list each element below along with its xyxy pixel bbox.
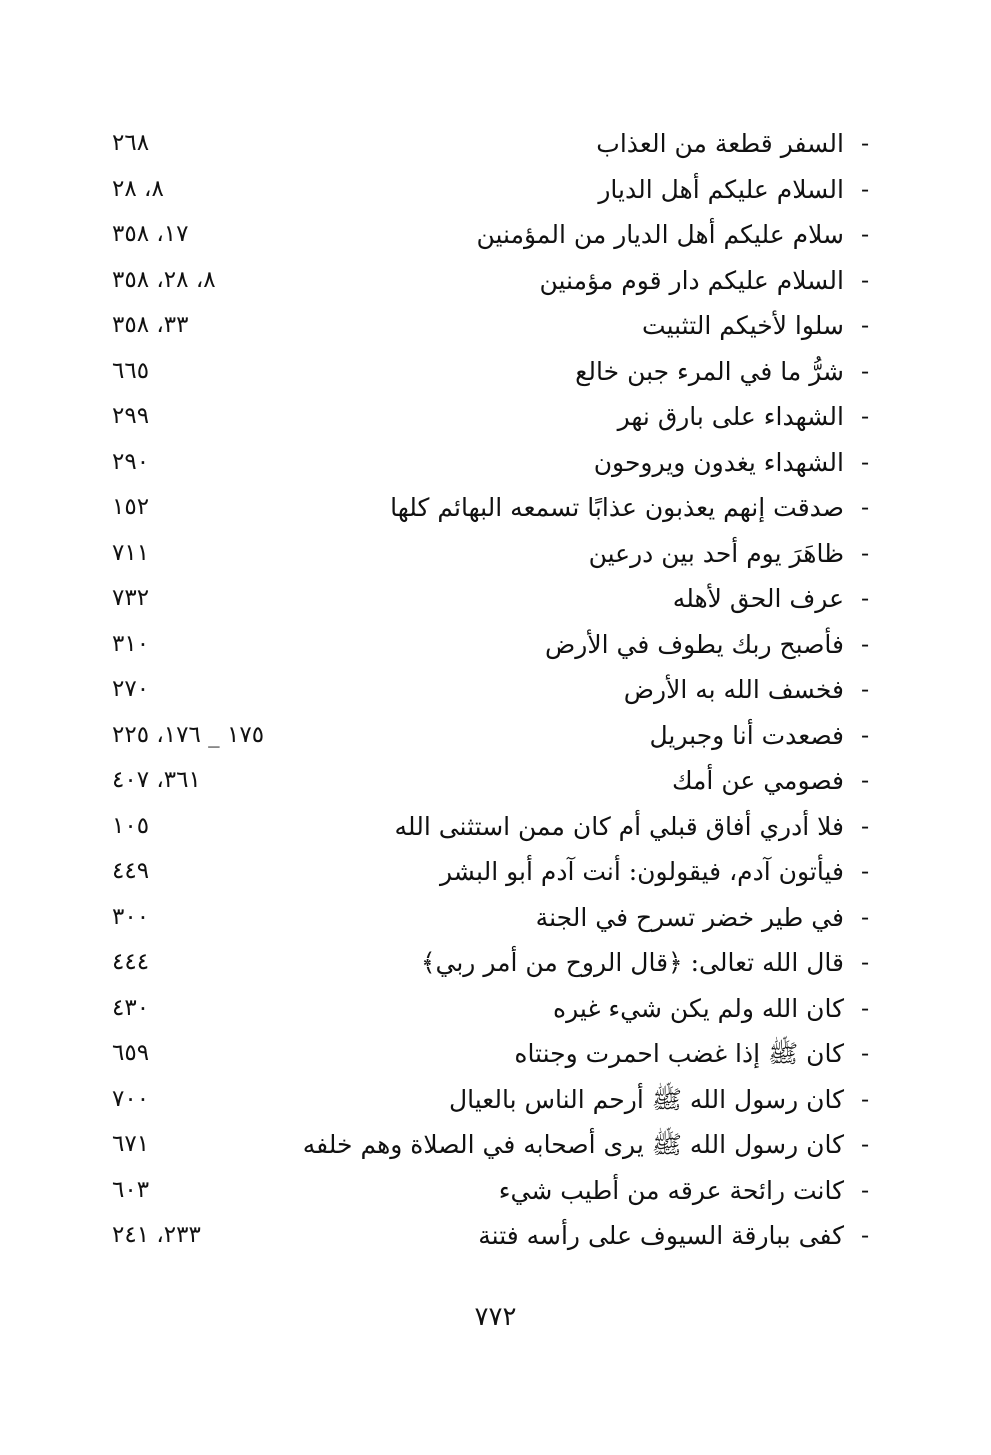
entry-pages: ٤٤٩ [112, 858, 150, 884]
index-entry [100, 258, 880, 304]
entry-text: الشهداء على بارق نهر [617, 402, 844, 431]
entry-dash: - [860, 1039, 870, 1067]
entry-dash: - [860, 493, 870, 521]
entry-dash: - [860, 356, 870, 385]
entry-pages: ٦٥٩ [112, 1040, 150, 1066]
index-entry [100, 758, 880, 804]
index-entry [100, 212, 880, 258]
index-entry [100, 622, 880, 668]
entry-text: كانت رائحة عرقه من أطيب شيء [498, 1175, 844, 1205]
entry-pages: ٧٣٢ [112, 585, 150, 611]
entry-dash: - [860, 174, 870, 203]
entry-dash: - [860, 811, 870, 840]
entry-pages: ٧١١ [112, 539, 150, 566]
entry-dash: - [860, 675, 870, 703]
entry-text: كان رسول الله ﷺ يرى أصحابه في الصلاة وهم خلفه [302, 1130, 844, 1159]
entry-text: فلا أدري أفاق قبلي أم كان ممن استثنى الله [394, 811, 844, 841]
index-entry [100, 1031, 880, 1077]
entry-pages: ٦٧١ [112, 1131, 150, 1157]
index-entry [100, 440, 880, 486]
index-entry [100, 895, 880, 941]
entry-text: فصعدت أنا وجبريل [649, 720, 844, 750]
entry-text: ظاهَرَ يوم أحد بين درعين [588, 538, 844, 568]
index-entry [100, 121, 880, 167]
entry-pages: ٨، ٢٨، ٣٥٨ [112, 266, 216, 293]
entry-text: عرف الحق لأهله [672, 584, 844, 613]
entry-dash: - [860, 447, 870, 476]
page-number: ٧٧٢ [474, 1302, 517, 1332]
hadith-index-list [100, 121, 880, 1259]
entry-dash: - [860, 402, 870, 430]
entry-pages: ١٧، ٣٥٨ [112, 221, 189, 247]
entry-text: سلام عليكم أهل الديار من المؤمنين [476, 220, 844, 249]
entry-text: في طير خضر تسرح في الجنة [535, 902, 844, 932]
entry-text: كان رسول الله ﷺ أرحم الناس بالعيال [448, 1084, 844, 1114]
index-entry [100, 394, 880, 440]
index-entry [100, 986, 880, 1032]
entry-pages: ٣٠٠ [112, 903, 150, 930]
entry-text: فيأتون آدم، فيقولون: أنت آدم أبو البشر [439, 857, 844, 886]
entry-text: فخسف الله به الأرض [623, 675, 844, 704]
index-entry [100, 849, 880, 895]
entry-text: كان ﷺ إذا غضب احمرت وجنتاه [514, 1039, 844, 1068]
index-entry [100, 1168, 880, 1214]
index-entry [100, 804, 880, 850]
entry-pages: ٦٦٥ [112, 357, 150, 384]
entry-text: السلام عليكم أهل الديار [598, 174, 844, 204]
entry-pages: ٣١٠ [112, 630, 150, 657]
index-entry [100, 1077, 880, 1123]
entry-dash: - [860, 1221, 870, 1249]
entry-dash: - [860, 993, 870, 1022]
entry-pages: ٤٤٤ [112, 949, 150, 975]
entry-text: كفى ببارقة السيوف على رأسه فتنة [478, 1221, 844, 1250]
entry-text: صدقت إنهم يعذبون عذابًا تسمعه البهائم كلها [390, 493, 844, 522]
entry-dash: - [860, 629, 870, 658]
entry-pages: ٢٧٠ [112, 676, 150, 702]
index-entry [100, 303, 880, 349]
index-entry [100, 713, 880, 759]
entry-pages: ٦٠٣ [112, 1176, 150, 1203]
index-entry [100, 531, 880, 577]
index-entry [100, 667, 880, 713]
entry-text: السفر قطعة من العذاب [596, 129, 844, 158]
entry-dash: - [860, 948, 870, 976]
index-entry [100, 576, 880, 622]
entry-dash: - [860, 1084, 870, 1113]
entry-dash: - [860, 584, 870, 612]
entry-pages: ٨، ٢٨ [112, 175, 164, 202]
entry-pages: ٢٣٣، ٢٤١ [112, 1222, 201, 1248]
entry-pages: ٢٦٨ [112, 130, 150, 156]
entry-text: الشهداء يغدون ويروحون [593, 447, 844, 477]
entry-text: فصومي عن أمك [671, 766, 844, 795]
entry-pages: ٣٣، ٣٥٨ [112, 312, 189, 338]
entry-dash: - [860, 129, 870, 157]
entry-dash: - [860, 538, 870, 567]
entry-pages: ٤٣٠ [112, 994, 150, 1021]
entry-text: قال الله تعالى: ﴿قال الروح من أمر ربي﴾ [420, 948, 844, 977]
entry-pages: ٧٠٠ [112, 1085, 150, 1112]
entry-pages: ١٥٢ [112, 494, 150, 520]
entry-pages: ٢٩٠ [112, 448, 150, 475]
entry-dash: - [860, 902, 870, 931]
entry-text: سلوا لأخيكم التثبيت [642, 311, 844, 340]
entry-dash: - [860, 766, 870, 794]
entry-dash: - [860, 1130, 870, 1158]
index-entry [100, 1122, 880, 1168]
entry-pages: ٣٦١، ٤٠٧ [112, 767, 201, 793]
entry-text: فأصبح ربك يطوف في الأرض [545, 629, 844, 659]
entry-pages: ٢٩٩ [112, 403, 150, 429]
entry-dash: - [860, 1175, 870, 1204]
entry-dash: - [860, 265, 870, 294]
entry-pages: ١٠٥ [112, 812, 150, 839]
entry-text: شرُّ ما في المرء جبن خالع [575, 356, 844, 386]
entry-dash: - [860, 220, 870, 248]
entry-text: كان الله ولم يكن شيء غيره [552, 993, 844, 1023]
index-entry [100, 1213, 880, 1259]
entry-dash: - [860, 857, 870, 885]
index-entry [100, 167, 880, 213]
entry-dash: - [860, 311, 870, 339]
entry-pages: ١٧٥ _ ١٧٦، ٢٢٥ [112, 721, 265, 748]
index-entry [100, 940, 880, 986]
index-entry [100, 485, 880, 531]
entry-text: السلام عليكم دار قوم مؤمنين [539, 265, 844, 295]
entry-dash: - [860, 720, 870, 749]
index-entry [100, 349, 880, 395]
